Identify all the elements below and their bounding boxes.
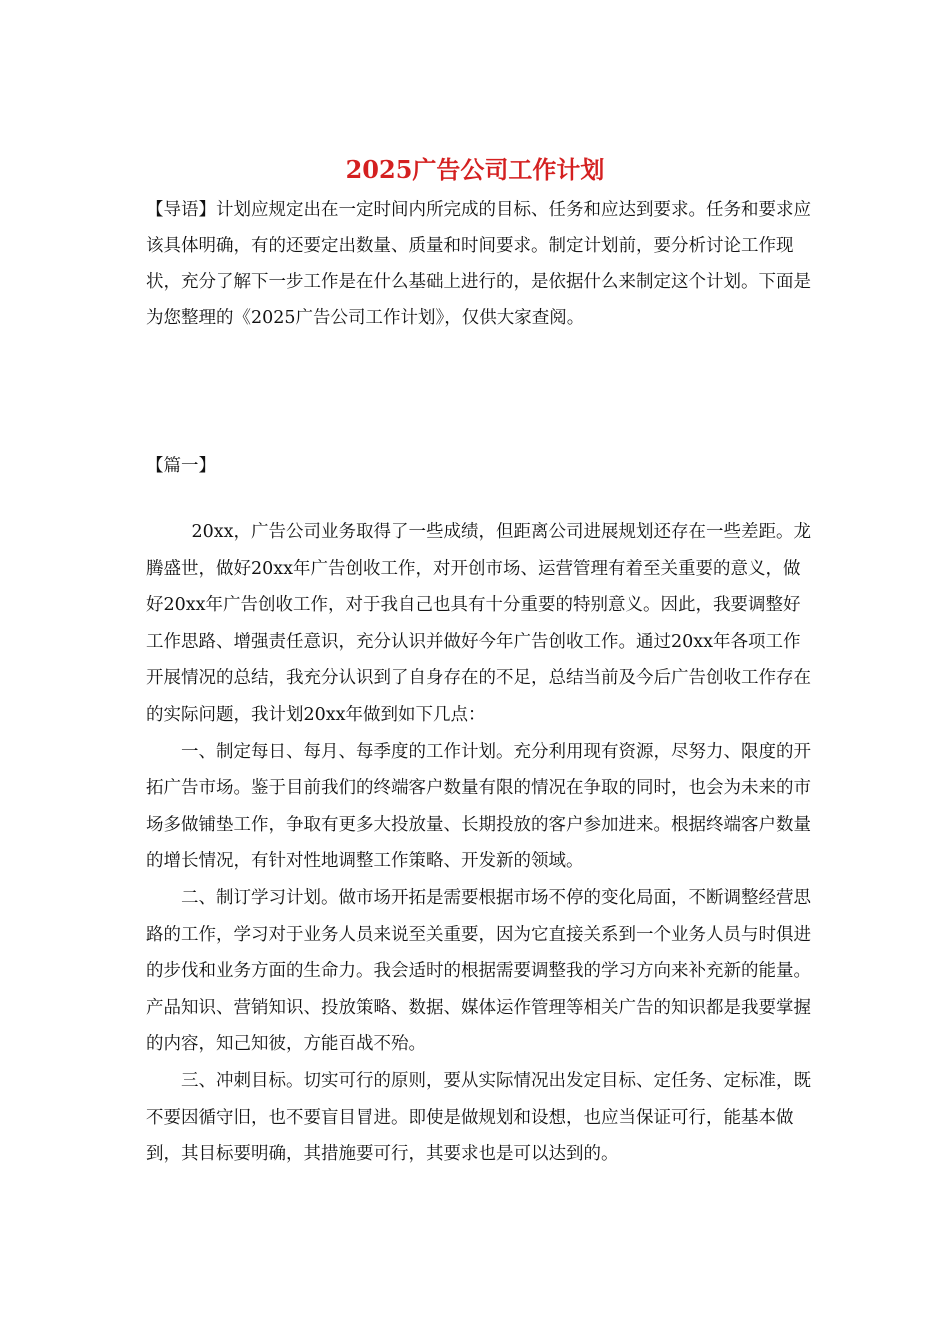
document-title: 2025广告公司工作计划 (345, 155, 605, 184)
body-paragraph: 三、冲刺目标。切实可行的原则，要从实际情况出发定目标、定任务、定标准，既不要因循守旧，也不要盲目冒进。即使是做规划和设想，也应当保证可行，能基本做到，其目标要明确，其措施要可行，其要求也是可以达到的。 (146, 1070, 811, 1165)
intro-paragraph: 【导语】计划应规定出在一定时间内所完成的目标、任务和应达到要求。任务和要求应该具体明确，有的还要定出数量、质量和时间要求。制定计划前，要分析讨论工作现状，充分了解下一步工作是在什么基础上进行的，是依据什么来制定这个计划。下面是为您整理的《2025广告公司工作计划》，仅供大家查阅。 (146, 200, 811, 328)
body-paragraph: 一、制定每日、每月、每季度的工作计划。充分利用现有资源，尽努力、限度的开拓广告市场。鉴于目前我们的终端客户数量有限的情况在争取的同时，也会为未来的市场多做铺垫工作，争取有更多大投放量、长期投放的客户参加进来。根据终端客户数量的增长情况，有针对性地调整工作策略、开发新的领域。 (146, 741, 811, 872)
body-paragraph: 20xx，广告公司业务取得了一些成绩，但距离公司进展规划还存在一些差距。龙腾盛世，做好20xx年广告创收工作，对开创市场、运营管理有着至关重要的意义，做好20xx年广告创收工作，对于我自己也具有十分重要的特别意义。因此，我要调整好工作思路、增强责任意识，充分认识并做好今年广告创收工作。通过20xx年各项工作开展情况的总结，我充分认识到了自身存在的不足，总结当前及今后广告创收工作存在的实际问题，我计划20xx年做到如下几点： (146, 522, 812, 725)
body-paragraph: 二、制订学习计划。做市场开拓是需要根据市场不停的变化局面，不断调整经营思路的工作，学习对于业务人员来说至关重要，因为它直接关系到一个业务人员与时俱进的步伐和业务方面的生命力。我会适时的根据需要调整我的学习方向来补充新的能量。产品知识、营销知识、投放策略、数据、媒体运作管理等相关广告的知识都是我要掌握的内容，知己知彼，方能百战不殆。 (146, 887, 811, 1055)
section-heading: 【篇一】 (146, 456, 216, 476)
body-text (146, 514, 816, 1173)
